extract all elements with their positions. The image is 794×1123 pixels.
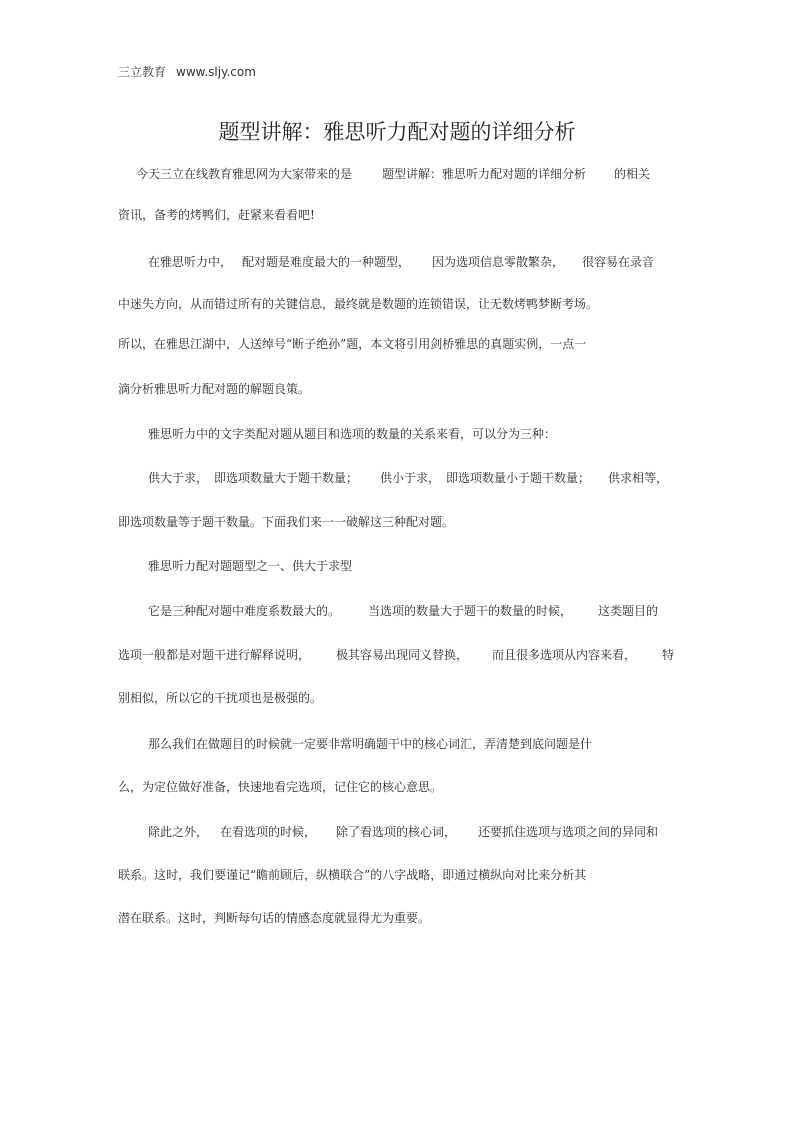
header-site-url: www.sljy.com [176, 65, 256, 79]
p4-text-b: 即选项数量大于题干数量； [214, 471, 359, 485]
p6-text-c: 这类题目的 [598, 604, 659, 618]
p2-line-4: 滴分析雅思听力配对题的解题良策。 [118, 382, 311, 396]
p1-text-a: 今天三立在线教育雅思网为大家带来的是 [136, 167, 353, 181]
p2-line-3: 所以，在雅思江湖中，人送绰号“断子绝孙”题，本文将引用剑桥雅思的真题实例，一点一 [118, 337, 587, 351]
p6-line-2 [118, 647, 674, 663]
p2-text-b: 配对题是难度最大的一种题型， [242, 255, 411, 269]
p6-text-f: 而且很多选项从内容来看， [492, 648, 637, 662]
p6-text-b: 当选项的数量大于题干的数量的时候， [368, 604, 573, 618]
p7-line-2: 么，为定位做好准备，快速地看完选项，记住它的核心意思。 [118, 780, 443, 794]
p1-line-1 [136, 166, 650, 182]
p4-line-2: 即选项数量等于题干数量。下面我们来一一破解这三种配对题。 [118, 515, 455, 529]
p8-text-c: 除了看选项的核心词， [336, 825, 457, 839]
p8-text-d: 还要抓住选项与选项之间的异同和 [478, 825, 659, 839]
p3-line-1: 雅思听力中的文字类配对题从题目和选项的数量的关系来看，可以分为三种： [148, 427, 557, 441]
p8-line-1 [148, 824, 658, 840]
p5-line-1: 雅思听力配对题题型之一、供大于求型 [148, 559, 353, 573]
p1-text-c: 的相关 [614, 167, 651, 181]
header-brand: 三立教育 [118, 65, 167, 79]
page-header [118, 63, 256, 80]
p2-text-c: 因为选项信息零散繁杂， [432, 255, 565, 269]
p4-text-d: 即选项数量小于题干数量； [446, 471, 591, 485]
p6-text-d: 选项一般都是对题干进行解释说明， [118, 648, 311, 662]
p6-line-3: 别相似，所以它的干扰项也是极强的。 [118, 691, 323, 705]
p8-text-a: 除此之外， [148, 825, 209, 839]
p4-text-c: 供小于求， [380, 471, 441, 485]
document-title: 题型讲解：雅思听力配对题的详细分析 [218, 120, 576, 144]
p4-line-1 [148, 470, 668, 486]
p1-line-2: 资讯，备考的烤鸭们，赶紧来看看吧! [118, 208, 315, 222]
p8-text-b: 在看选项的时候， [220, 825, 317, 839]
p2-line-2: 中迷失方向，从而错过所有的关键信息，最终就是数题的连锁错误，让无数烤鸭梦断考场。 [118, 297, 599, 311]
p2-line-1 [148, 254, 654, 270]
p6-text-a: 它是三种配对题中难度系数最大的。 [148, 604, 341, 618]
p8-line-2: 联系。这时，我们要谨记“瞻前顾后，纵横联合”的八字战略，即通过横纵向对比来分析其 [118, 868, 587, 882]
p6-text-e: 极其容易出现同义替换， [336, 648, 469, 662]
p6-text-g: 特 [662, 648, 675, 662]
p8-line-3: 潜在联系。这时，判断每句话的情感态度就显得尤为重要。 [118, 911, 431, 925]
p7-line-1: 那么我们在做题目的时候就一定要非常明确题干中的核心词汇，弄清楚到底问题是什 [148, 737, 593, 751]
p6-line-1 [148, 603, 658, 619]
p1-text-b: 题型讲解：雅思听力配对题的详细分析 [382, 167, 587, 181]
p2-text-d: 很容易在录音 [582, 255, 655, 269]
p4-text-e: 供求相等， [608, 471, 669, 485]
p4-text-a: 供大于求， [148, 471, 209, 485]
p2-text-a: 在雅思听力中， [148, 255, 233, 269]
